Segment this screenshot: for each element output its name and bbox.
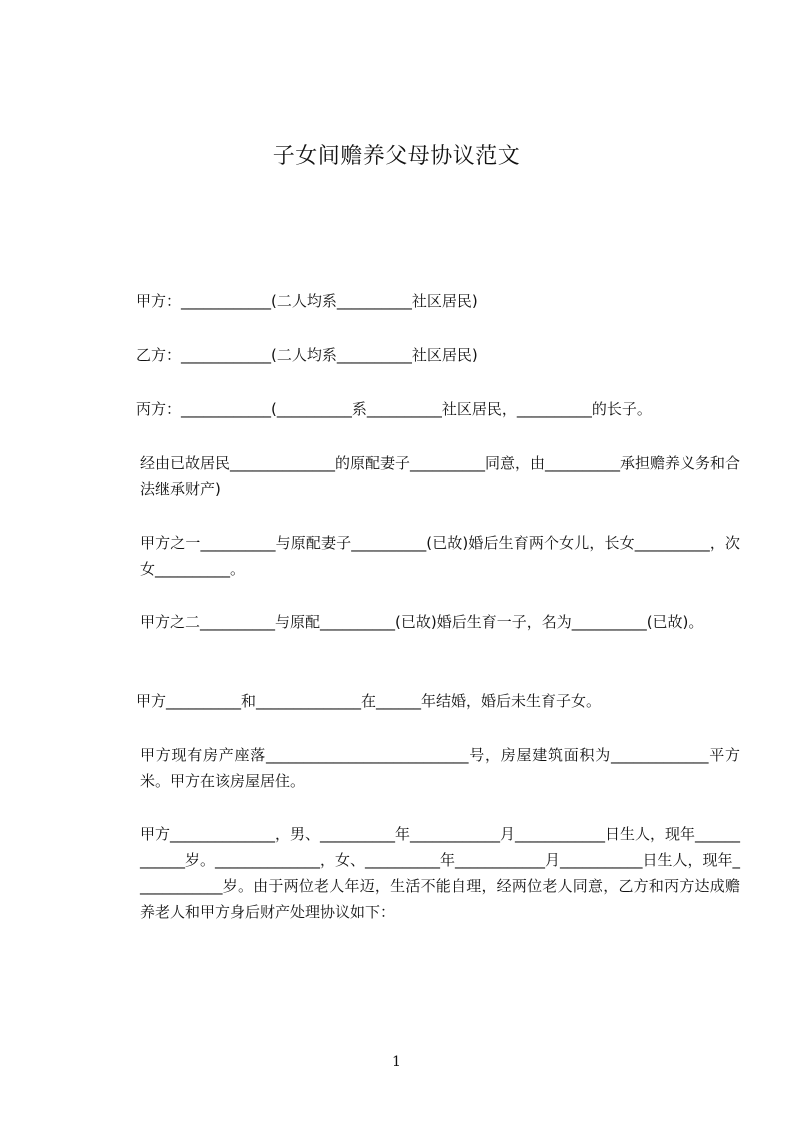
party-a-line: 甲方：____________(二人均系__________社区居民) xyxy=(136,292,478,310)
party-a1-paragraph: 甲方之一__________与原配妻子__________(已故)婚后生育两个女儿，长女__________，次女__________。 xyxy=(140,534,740,578)
property-paragraph: 甲方现有房产座落___________________________号，房屋建筑面积为_____________平方米。甲方在该房屋居住。 xyxy=(140,746,740,790)
elder-info-paragraph: 甲方______________，男、__________年____________月____________日生人，现年____________岁。______________，女、__________年____________月___________日生人，现年____________岁。由于两位老人年迈，生活不能自理，经两位老人同意，乙方和丙方达成赡养老人和甲方身后财产处理协议如下： xyxy=(140,825,741,921)
party-a2-paragraph: 甲方之二__________与原配__________(已故)婚后生育一子，名为__________(已故)。 xyxy=(140,613,704,631)
party-c-line: 丙方：____________(__________系__________社区居民，__________的长子。 xyxy=(136,400,652,418)
document-title: 子女间赡养父母协议范文 xyxy=(272,144,521,169)
page-number: 1 xyxy=(392,1054,401,1070)
party-b-line: 乙方：____________(二人均系__________社区居民) xyxy=(136,346,478,364)
marriage-paragraph: 甲方__________和______________在______年结婚，婚后未生育子女。 xyxy=(136,692,602,710)
consent-paragraph: 经由已故居民______________的原配妻子__________同意，由__________承担赡养义务和合法继承财产) xyxy=(140,454,741,498)
